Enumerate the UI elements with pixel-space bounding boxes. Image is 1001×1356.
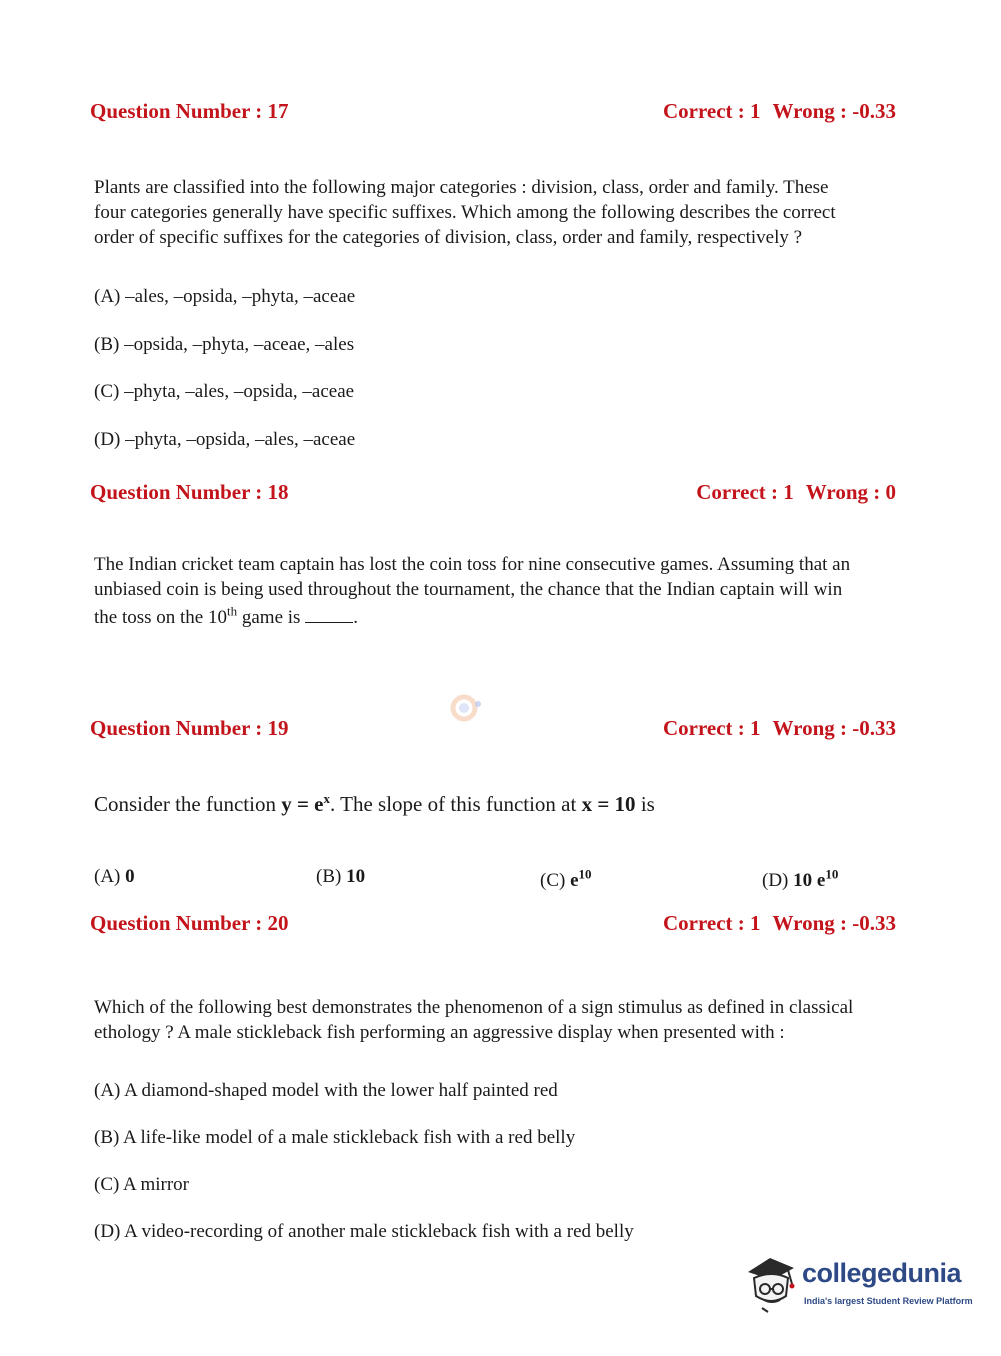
correct-marks: Correct : 1 [662, 911, 761, 935]
marking-scheme [663, 716, 896, 741]
question-header-19 [90, 716, 896, 746]
marking-scheme [663, 99, 896, 124]
option-b: (B) –opsida, –phyta, –aceae, –ales [94, 334, 355, 355]
option-b: (B) A life-like model of a male stickleback fish with a red belly [94, 1127, 576, 1148]
question-header-20 [90, 911, 896, 941]
wrong-marks: Wrong : -0.33 [772, 99, 896, 123]
formula-x: x = 10 [581, 792, 636, 816]
text-line: Plants are classified into the following major categories : division, class, order and family. These [94, 177, 829, 198]
question-header-17 [90, 99, 896, 129]
text-line: four categories generally have specific suffixes. Which among the following describes the correct [94, 202, 836, 223]
option-a: (A) –ales, –opsida, –phyta, –aceae [94, 286, 356, 307]
text-line: ethology ? A male stickleback fish performing an aggressive display when presented with : [94, 1022, 785, 1043]
question-header-18 [90, 480, 896, 510]
option-c: (C) –phyta, –ales, –opsida, –aceae [94, 381, 355, 402]
question-text-19: Consider the function $y = e^x$. The slope of this function at x = 10 is [94, 791, 655, 816]
text-line: order of specific suffixes for the categories of division, class, order and family, respectively ? [94, 227, 803, 248]
question-text-17 [94, 175, 914, 250]
collegedunia-logo [744, 1252, 973, 1314]
answer-blank [305, 622, 353, 623]
question-number: Question Number : 17 [90, 99, 289, 123]
correct-marks: Correct : 1 [662, 99, 761, 123]
question-number: Question Number : 19 [90, 716, 289, 740]
text-line: unbiased coin is being used throughout the tournament, the chance that the Indian captain will win [94, 579, 843, 600]
option-d: (D) –phyta, –opsida, –ales, –aceae [94, 429, 356, 450]
question-number: Question Number : 18 [90, 480, 289, 504]
text-line: the toss on the 10th game is . [94, 603, 358, 628]
text-line: Which of the following best demonstrates the phenomenon of a sign stimulus as defined in classical [94, 997, 854, 1018]
question-text-18 [94, 552, 914, 630]
text-line: The Indian cricket team captain has lost the coin toss for nine consecutive games. Assuming that an [94, 554, 851, 575]
option-d: (D) 10 $e^{10}$ [762, 866, 839, 891]
option-a: (A) 0 [94, 866, 135, 887]
marking-scheme [696, 480, 896, 505]
mascot-icon [744, 1252, 802, 1314]
wrong-marks: Wrong : 0 [805, 480, 896, 504]
brand-name: collegedunia [802, 1258, 962, 1288]
formula-y: $y = e^x$ [281, 791, 331, 816]
option-d: (D) A video-recording of another male stickleback fish with a red belly [94, 1221, 634, 1242]
option-b: (B) 10 [316, 866, 366, 887]
question-text-20 [94, 995, 914, 1045]
brand-tagline: India's largest Student Review Platform [804, 1296, 973, 1306]
marking-scheme [663, 911, 896, 936]
question-number: Question Number : 20 [90, 911, 289, 935]
wrong-marks: Wrong : -0.33 [772, 716, 896, 740]
option-c: (C) A mirror [94, 1174, 189, 1195]
option-a: (A) A diamond-shaped model with the lower half painted red [94, 1080, 558, 1101]
correct-marks: Correct : 1 [696, 480, 794, 504]
option-c: (C) $e^{10}$ [540, 866, 592, 891]
wrong-marks: Wrong : -0.33 [772, 911, 896, 935]
correct-marks: Correct : 1 [662, 716, 761, 740]
